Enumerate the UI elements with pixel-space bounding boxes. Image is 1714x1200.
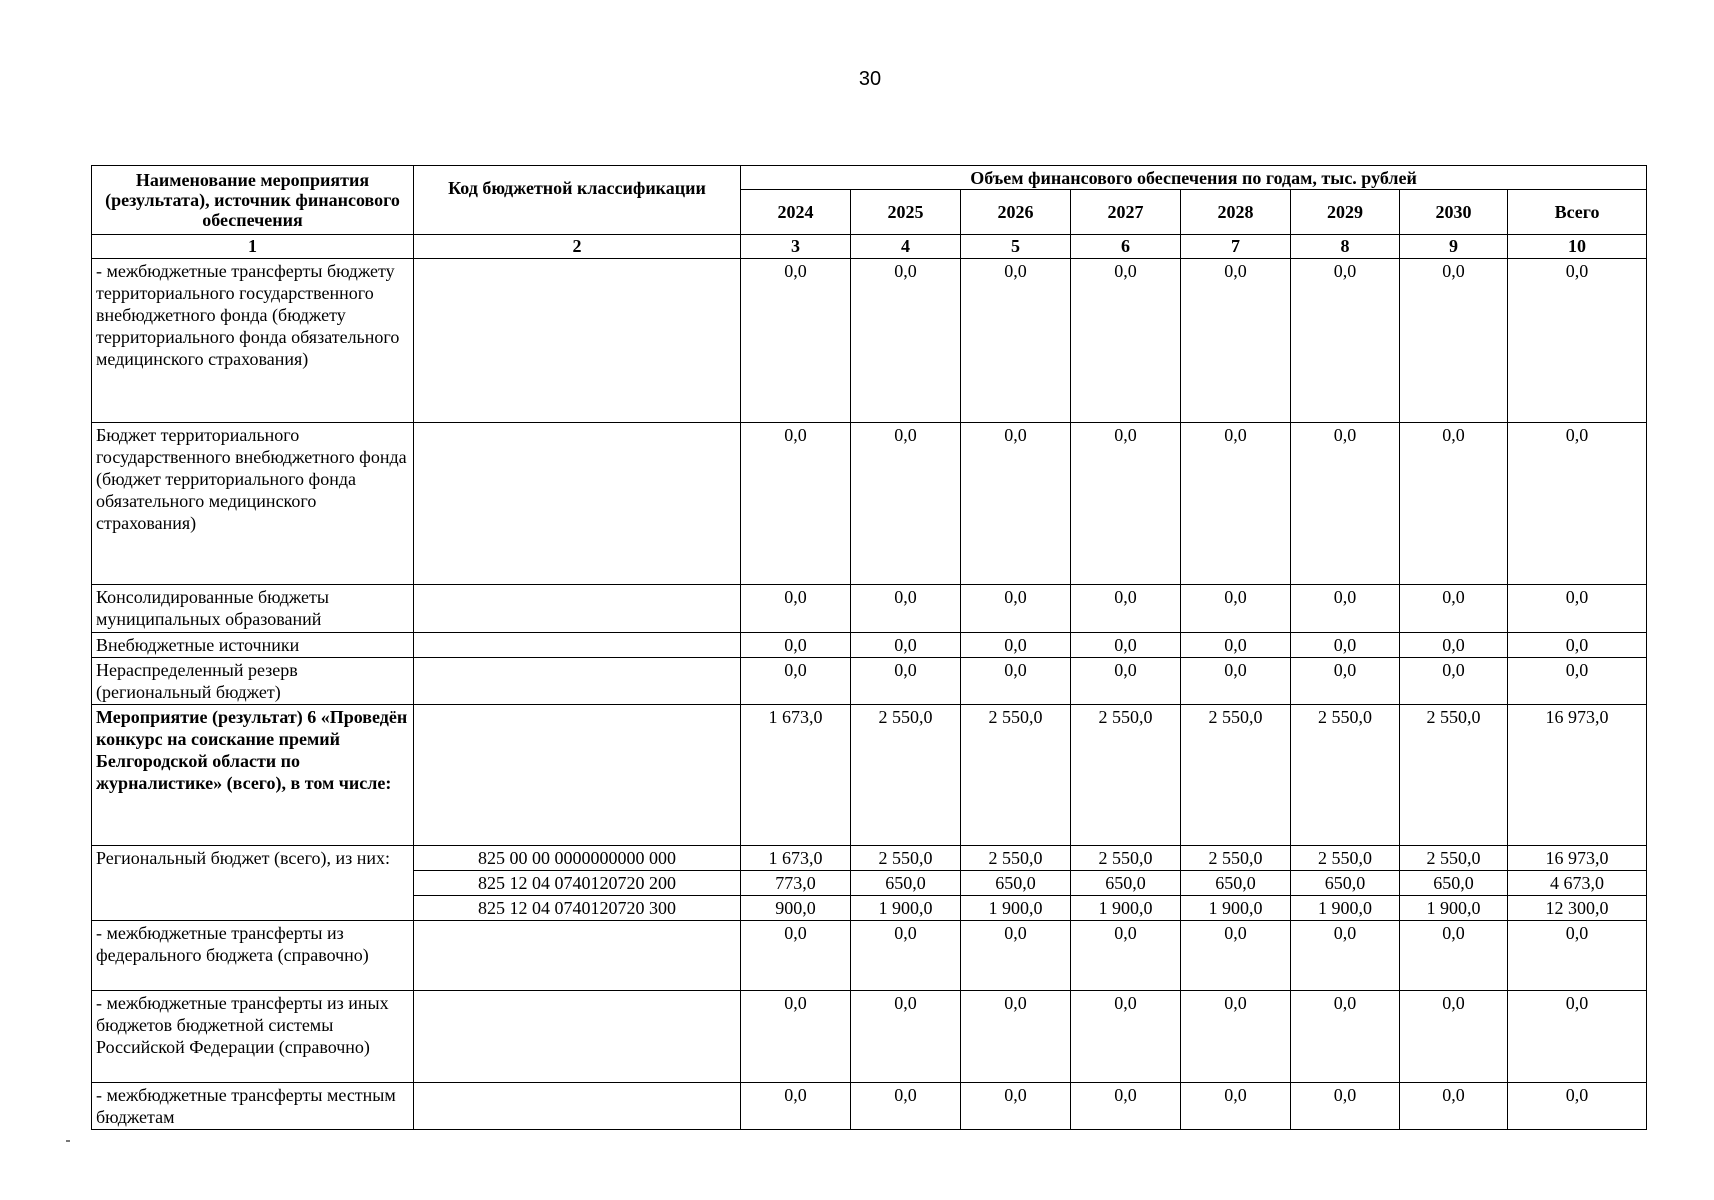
table-row-regional: [92, 846, 1647, 871]
value-cell: 0,0: [1181, 991, 1291, 1083]
row-name: - межбюджетные трансферты местным бюджетам: [92, 1083, 414, 1130]
page-number: 30: [858, 68, 882, 90]
value-cell: 2 550,0: [1400, 846, 1508, 871]
value-cell: 0,0: [1291, 1083, 1400, 1130]
column-number: 9: [1400, 235, 1508, 259]
value-cell: 1 900,0: [1400, 896, 1508, 921]
value-cell: 0,0: [1071, 991, 1181, 1083]
row-code: 825 12 04 0740120720 200: [414, 871, 741, 896]
column-number: 8: [1291, 235, 1400, 259]
value-cell: 0,0: [961, 658, 1071, 705]
header-year-cell: 2029: [1291, 190, 1400, 235]
row-code: 825 00 00 0000000000 000: [414, 846, 741, 871]
value-cell: 0,0: [1291, 585, 1400, 633]
value-cell: 0,0: [1400, 585, 1508, 633]
total-cell: 0,0: [1508, 585, 1647, 633]
value-cell: 1 900,0: [961, 896, 1071, 921]
row-name: - межбюджетные трансферты из федерального бюджета (справочно): [92, 921, 414, 991]
value-cell: 0,0: [741, 259, 851, 423]
value-cell: 0,0: [1291, 991, 1400, 1083]
value-cell: 0,0: [961, 1083, 1071, 1130]
value-cell: 0,0: [1071, 633, 1181, 658]
row-code: [414, 423, 741, 585]
total-cell: 0,0: [1508, 423, 1647, 585]
row-code: 825 12 04 0740120720 300: [414, 896, 741, 921]
value-cell: 0,0: [1291, 658, 1400, 705]
row-name: - межбюджетные трансферты бюджету территориального государственного внебюджетного фонда (бюджету территориального фонда обязательного медицинского страхования): [92, 259, 414, 423]
value-cell: 0,0: [1181, 1083, 1291, 1130]
header-year-cell: 2026: [961, 190, 1071, 235]
value-cell: 0,0: [961, 423, 1071, 585]
value-cell: 1 900,0: [1071, 896, 1181, 921]
value-cell: 0,0: [741, 921, 851, 991]
value-cell: 1 900,0: [1181, 896, 1291, 921]
value-cell: 2 550,0: [1291, 846, 1400, 871]
value-cell: 0,0: [1291, 633, 1400, 658]
value-cell: 650,0: [1181, 871, 1291, 896]
value-cell: 2 550,0: [851, 846, 961, 871]
header-code-cell: Код бюджетной классификации: [414, 166, 741, 235]
total-cell: 0,0: [1508, 633, 1647, 658]
header-year-cell: 2025: [851, 190, 961, 235]
row-code: [414, 705, 741, 846]
row-code: [414, 633, 741, 658]
value-cell: 0,0: [851, 921, 961, 991]
value-cell: 0,0: [1400, 1083, 1508, 1130]
header-row-top: [92, 166, 1647, 190]
table-row: [92, 423, 1647, 585]
scan-speck: [66, 1140, 70, 1142]
table-row: [92, 259, 1647, 423]
table-row: [92, 633, 1647, 658]
column-number: 4: [851, 235, 961, 259]
value-cell: 0,0: [851, 585, 961, 633]
value-cell: 0,0: [851, 423, 961, 585]
table-row: [92, 585, 1647, 633]
value-cell: 0,0: [1400, 658, 1508, 705]
row-name: Нераспределенный резерв (региональный бюджет): [92, 658, 414, 705]
value-cell: 650,0: [1291, 871, 1400, 896]
value-cell: 650,0: [1071, 871, 1181, 896]
value-cell: 0,0: [1400, 991, 1508, 1083]
value-cell: 0,0: [1291, 921, 1400, 991]
header-year-cell: 2024: [741, 190, 851, 235]
table-row-event: [92, 705, 1647, 846]
header-name-cell: Наименование мероприятия (результата), источник финансового обеспечения: [92, 166, 414, 235]
value-cell: 0,0: [1181, 259, 1291, 423]
value-cell: 0,0: [1181, 633, 1291, 658]
value-cell: 0,0: [1071, 259, 1181, 423]
total-cell: 0,0: [1508, 259, 1647, 423]
column-number: 5: [961, 235, 1071, 259]
value-cell: 0,0: [1071, 658, 1181, 705]
value-cell: 0,0: [741, 991, 851, 1083]
value-cell: 2 550,0: [961, 846, 1071, 871]
value-cell: 0,0: [741, 633, 851, 658]
value-cell: 1 900,0: [1291, 896, 1400, 921]
total-cell: 12 300,0: [1508, 896, 1647, 921]
value-cell: 0,0: [851, 658, 961, 705]
value-cell: 0,0: [1400, 423, 1508, 585]
total-cell: 0,0: [1508, 921, 1647, 991]
header-volume-cell: Объем финансового обеспечения по годам, тыс. рублей: [741, 166, 1647, 190]
value-cell: 2 550,0: [1071, 846, 1181, 871]
row-code: [414, 921, 741, 991]
value-cell: 0,0: [1071, 423, 1181, 585]
value-cell: 0,0: [1071, 1083, 1181, 1130]
total-cell: 0,0: [1508, 1083, 1647, 1130]
value-cell: 773,0: [741, 871, 851, 896]
value-cell: 0,0: [1071, 585, 1181, 633]
value-cell: 0,0: [961, 259, 1071, 423]
column-number: 6: [1071, 235, 1181, 259]
value-cell: 1 673,0: [741, 846, 851, 871]
table-row: [92, 658, 1647, 705]
row-code: [414, 991, 741, 1083]
value-cell: 0,0: [851, 259, 961, 423]
value-cell: 0,0: [851, 1083, 961, 1130]
value-cell: 0,0: [851, 633, 961, 658]
value-cell: 0,0: [1071, 921, 1181, 991]
value-cell: 0,0: [961, 921, 1071, 991]
value-cell: 0,0: [961, 991, 1071, 1083]
total-cell: 16 973,0: [1508, 705, 1647, 846]
value-cell: 0,0: [1291, 423, 1400, 585]
value-cell: 0,0: [1400, 259, 1508, 423]
regional-budget-name: Региональный бюджет (всего), из них:: [92, 846, 414, 921]
value-cell: 0,0: [741, 658, 851, 705]
column-number-row: [92, 235, 1647, 259]
value-cell: 2 550,0: [1071, 705, 1181, 846]
header-total-cell: Всего: [1508, 190, 1647, 235]
row-name: Внебюджетные источники: [92, 633, 414, 658]
header-year-cell: 2030: [1400, 190, 1508, 235]
value-cell: 0,0: [1181, 585, 1291, 633]
header-year-cell: 2028: [1181, 190, 1291, 235]
value-cell: 0,0: [1291, 259, 1400, 423]
row-code: [414, 658, 741, 705]
value-cell: 650,0: [851, 871, 961, 896]
table-row: [92, 921, 1647, 991]
value-cell: 0,0: [851, 991, 961, 1083]
row-code: [414, 585, 741, 633]
value-cell: 0,0: [1181, 921, 1291, 991]
value-cell: 650,0: [1400, 871, 1508, 896]
total-cell: 0,0: [1508, 991, 1647, 1083]
row-name: Бюджет территориального государственного внебюджетного фонда (бюджет территориального фонда обязательного медицинского страхования): [92, 423, 414, 585]
value-cell: 0,0: [961, 585, 1071, 633]
value-cell: 2 550,0: [1181, 846, 1291, 871]
value-cell: 0,0: [741, 585, 851, 633]
total-cell: 4 673,0: [1508, 871, 1647, 896]
column-number: 7: [1181, 235, 1291, 259]
value-cell: 2 550,0: [851, 705, 961, 846]
value-cell: 2 550,0: [1291, 705, 1400, 846]
column-number: 1: [92, 235, 414, 259]
column-number: 10: [1508, 235, 1647, 259]
row-name: Консолидированные бюджеты муниципальных образований: [92, 585, 414, 633]
header-year-cell: 2027: [1071, 190, 1181, 235]
value-cell: 0,0: [1181, 423, 1291, 585]
value-cell: 900,0: [741, 896, 851, 921]
table-row: [92, 991, 1647, 1083]
value-cell: 2 550,0: [961, 705, 1071, 846]
value-cell: 650,0: [961, 871, 1071, 896]
table-row: [92, 1083, 1647, 1130]
value-cell: 0,0: [1400, 921, 1508, 991]
value-cell: 0,0: [741, 423, 851, 585]
value-cell: 0,0: [1400, 633, 1508, 658]
column-number: 2: [414, 235, 741, 259]
financing-table: [91, 165, 1647, 1130]
value-cell: 0,0: [961, 633, 1071, 658]
total-cell: 0,0: [1508, 658, 1647, 705]
row-code: [414, 1083, 741, 1130]
event-name: Мероприятие (результат) 6 «Проведён конкурс на соискание премий Белгородской области по журналистике» (всего), в том числе:: [92, 705, 414, 846]
value-cell: 0,0: [1181, 658, 1291, 705]
row-name: - межбюджетные трансферты из иных бюджетов бюджетной системы Российской Федерации (справочно): [92, 991, 414, 1083]
value-cell: 1 900,0: [851, 896, 961, 921]
value-cell: 2 550,0: [1181, 705, 1291, 846]
row-code: [414, 259, 741, 423]
value-cell: 0,0: [741, 1083, 851, 1130]
value-cell: 2 550,0: [1400, 705, 1508, 846]
total-cell: 16 973,0: [1508, 846, 1647, 871]
column-number: 3: [741, 235, 851, 259]
value-cell: 1 673,0: [741, 705, 851, 846]
